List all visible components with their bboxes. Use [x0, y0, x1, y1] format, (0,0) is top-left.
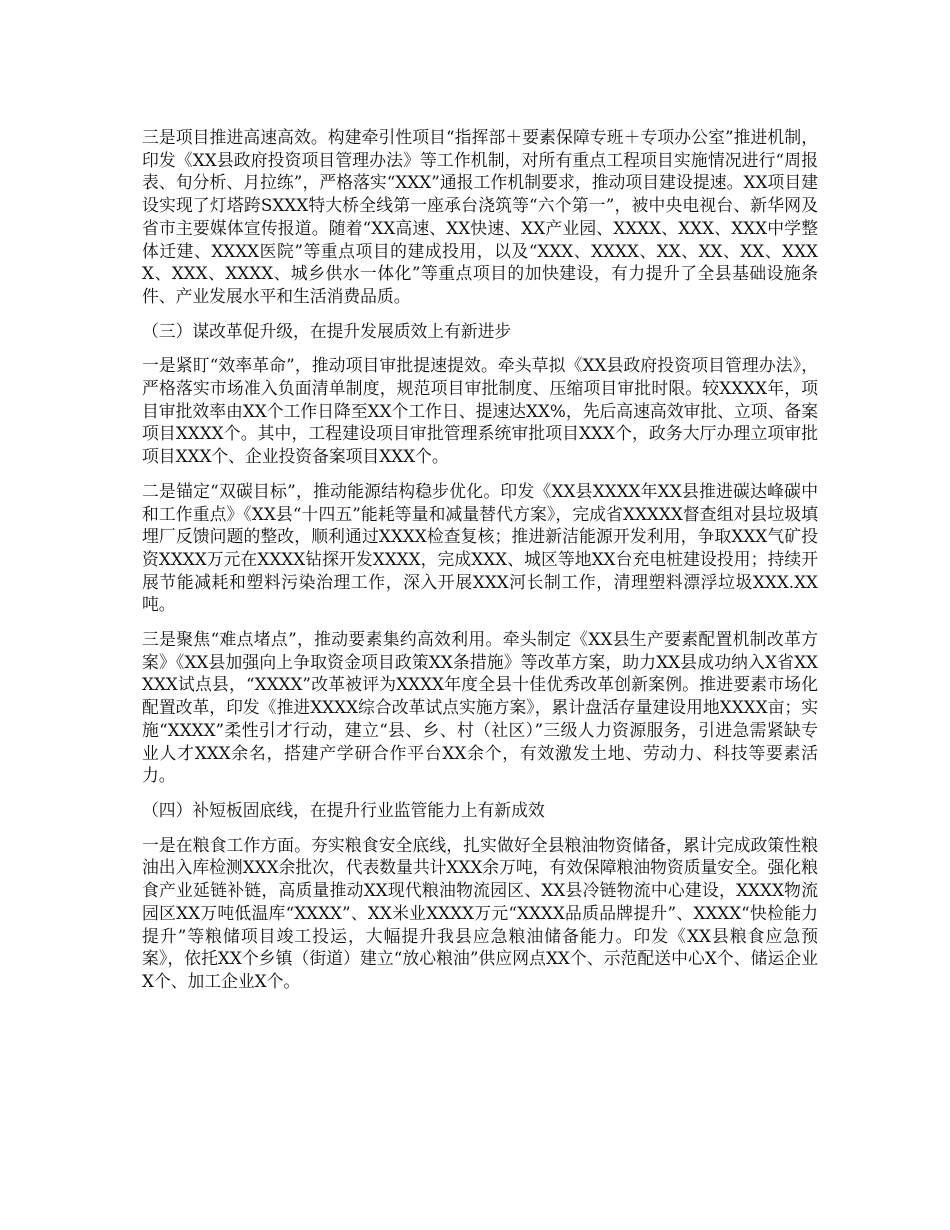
document-body: [142, 126, 818, 1005]
section-heading-supervision: （四）补短板固底线，在提升行业监管能力上有新成效: [142, 799, 545, 820]
paragraph-factor-allocation: 三是聚焦“难点堵点”，推动要素集约高效利用。牵头制定《XX县生产要素配置机制改革方案》《XX县加强向上争取资金项目政策XX条措施》等改革方案，助力XX县成功纳入X省XXXXX试点县，“XXXX”改革被评为XXXX年度全县十佳优秀改革创新案例。推进要素市场化配置改革，印发《推进XXXX综合改革试点实施方案》，累计盘活存量建设用地XXXX亩；实施“XXXX”柔性引才行动，建立“县、乡、村（社区）”三级人力资源服务，引进急需紧缺专业人才XXX余名，搭建产学研合作平台XX余个，有效激发土地、劳动力、科技等要素活力。: [142, 629, 818, 786]
paragraph-efficiency-revolution: 一是紧盯“效率革命”，推动项目审批提速提效。牵头草拟《XX县政府投资项目管理办法》，严格落实市场准入负面清单制度，规范项目审批制度、压缩项目审批时限。较XXXX年，项目审批效率由XX个工作日降至XX个工作日、提速达XX%，先后高速高效审批、立项、备案项目XXXX个。其中，工程建设项目审批管理系统审批项目XXX个，政务大厅办理立项审批项目XXX个、企业投资备案项目XXX个。: [142, 355, 818, 467]
paragraph-project-advancement: 三是项目推进高速高效。构建牵引性项目“指挥部＋要素保障专班＋专项办公室”推进机制，印发《XX县政府投资项目管理办法》等工作机制，对所有重点工程项目实施情况进行“周报表、旬分析、月拉练”，严格落实“XXX”通报工作机制要求，推动项目建设提速。XX项目建设实现了灯塔跨SXXX特大桥全线第一座承台浇筑等“六个第一”，被中央电视台、新华网及省市主要媒体宣传报道。随着“XX高速、XX快速、XX产业园、XXXX、XXX、XXX中学整体迁建、XXXX医院”等重点项目的建成投用，以及“XXX、XXXX、XX、XX、XX、XXXX、XXX、XXXX、城乡供水一体化”等重点项目的加快建设，有力提升了全县基础设施条件、产业发展水平和生活消费品质。: [142, 127, 818, 306]
paragraph-dual-carbon: 二是锚定“双碳目标”，推动能源结构稳步优化。印发《XX县XXXX年XX县推进碳达峰碳中和工作重点》《XX县“十四五”能耗等量和减量替代方案》，完成省XXXXX督查组对县垃圾填埋厂反馈问题的整改，顺利通过XXXX检查复核；推进新洁能源开发利用，争取XXX气矿投资XXXX万元在XXXX钻探开发XXXX，完成XXX、城区等地XX台充电桩建设投用；持续开展节能减耗和塑料污染治理工作，深入开展XXX河长制工作，清理塑料漂浮垃圾XXX.XX吨。: [142, 480, 818, 615]
paragraph-grain-work: 一是在粮食工作方面。夯实粮食安全底线，扎实做好全县粮油物资储备，累计完成政策性粮油出入库检测XXX余批次，代表数量共计XXX余万吨，有效保障粮油物资质量安全。强化粮食产业延链补链，高质量推动XX现代粮油物流园区、XX县冷链物流中心建设，XXXX物流园区XX万吨低温库“XXXX”、XX米业XXXX万元“XXXX品质品牌提升”、XXXX“快检能力提升”等粮储项目竣工投运，大幅提升我县应急粮油储备能力。印发《XX县粮食应急预案》，依托XX个乡镇（街道）建立“放心粮油”供应网点XX个、示范配送中心X个、储运企业X个、加工企业X个。: [142, 834, 818, 991]
section-heading-reform: （三）谋改革促升级，在提升发展质效上有新进步: [142, 320, 512, 341]
